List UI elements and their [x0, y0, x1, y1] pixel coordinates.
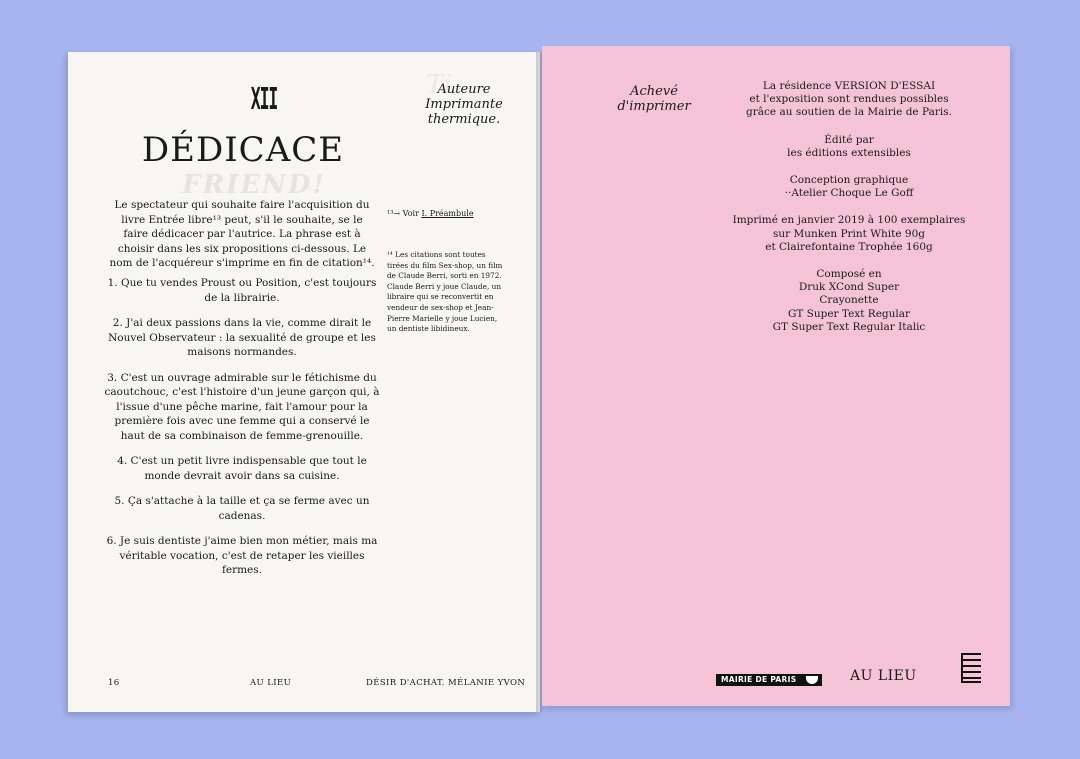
list-item: 1. Que tu vendes Proust ou Position, c'est toujours de la librairie. — [107, 277, 377, 304]
page-number: 16 — [108, 678, 120, 688]
colophon-line: La résidence VERSION D'ESSAI — [762, 80, 936, 92]
list-item: 5. Ça s'attache à la taille et ça se ferme avec un cadenas. — [114, 495, 370, 522]
au-lieu-logo: AU LIEU — [850, 668, 917, 684]
colophon — [718, 80, 980, 348]
colophon-block-support — [718, 80, 980, 120]
colophon-line: Druk XCond Super — [798, 281, 900, 294]
colophon-line: GT Super Text Regular Italic — [772, 320, 926, 333]
dedication-list — [104, 276, 380, 589]
colophon-line: Composé en — [816, 268, 882, 281]
colophon-script-heading — [594, 84, 714, 114]
colophon-block-fonts — [718, 268, 980, 334]
mairie-de-paris-logo — [716, 674, 822, 686]
colophon-line: grâce au soutien de la Mairie de Paris. — [746, 106, 952, 119]
colophon-line: sur Munken Print White 90g — [773, 227, 925, 240]
extensibles-logo-icon — [960, 652, 982, 684]
colophon-line: les éditions extensibles — [787, 146, 911, 159]
chapter-number: XII — [250, 82, 278, 117]
list-item: 4. C'est un petit livre indispensable que tout le monde devrait avoir dans sa cuisine. — [117, 455, 367, 482]
list-item: 6. Je suis dentiste j'aime bien mon métier, mais ma véritable vocation, c'est de retaper les vieilles fermes. — [106, 535, 378, 576]
colophon-line: Crayonette — [819, 294, 879, 307]
left-page — [68, 52, 540, 712]
colophon-line: et Clairefontaine Trophée 160g — [765, 240, 933, 253]
colophon-line: GT Super Text Regular — [787, 307, 911, 320]
colophon-line: Conception graphique — [789, 174, 909, 187]
footnote-14: ¹⁴ Les citations sont toutes tirées du film Sex-shop, un film de Claude Berri, sorti en 1972. Claude Berri y joue Claude, un libraire qui se reconvertit en vendeur de sex-shop et Jean-Pierre Marielle y joue Lucien, un dentiste libidineux. — [387, 250, 503, 334]
right-page — [542, 46, 1010, 706]
side-script-line: Auteure — [437, 82, 491, 97]
footnote-13 — [387, 209, 507, 218]
side-script-line: thermique. — [427, 112, 501, 127]
side-script-heading — [404, 82, 524, 127]
colophon-line: Édité par — [824, 133, 874, 146]
colophon-line: et l'exposition sont rendues possibles — [749, 93, 949, 106]
ghost-heading: FRIEND! — [182, 170, 326, 200]
colophon-block-publisher — [718, 134, 980, 160]
list-item: 2. J'ai deux passions dans la vie, comme dirait le Nouvel Observateur : la sexualité de groupe et les maisons normandes. — [108, 317, 376, 358]
colophon-line: ··Atelier Choque Le Goff — [784, 187, 914, 200]
footer-chapter: DÉSIR D'ACHAT. MÉLANIE YVON — [366, 678, 526, 688]
script-line: d'imprimer — [617, 99, 691, 114]
colophon-line: Imprimé en janvier 2019 à 100 exemplaires — [732, 214, 966, 227]
ship-icon — [806, 676, 818, 684]
intro-paragraph: Le spectateur qui souhaite faire l'acquisition du livre Entrée libre¹³ peut, s'il le souhaite, se le faire dédicacer par l'autrice. La phrase est à choisir dans les six propositions ci-dessous. Le nom de l'acquéreur s'imprime en fin de citation¹⁴. — [109, 199, 375, 269]
script-line: Achevé — [630, 84, 678, 99]
chapter-title: DÉDICACE — [141, 130, 345, 170]
mairie-logo-text: MAIRIE DE PARIS — [721, 675, 797, 684]
footnote-13-link[interactable]: I. Préambule — [421, 209, 474, 218]
list-item: 3. C'est un ouvrage admirable sur le fétichisme du caoutchouc, c'est l'histoire d'un jeune garçon qui, à l'issue d'une pêche marine, fait l'amour pour la première fois avec une femme qui a conservé le haut de sa combinaison de femme-grenouille. — [104, 371, 380, 442]
colophon-block-design — [718, 174, 980, 200]
colophon-block-printing — [718, 214, 980, 254]
footnote-13-prefix: ¹³→ Voir — [387, 209, 419, 218]
side-script-line: Imprimante — [425, 97, 503, 112]
footer-publisher: AU LIEU — [250, 678, 292, 688]
ghost-heading-right: Ti — [426, 70, 452, 100]
